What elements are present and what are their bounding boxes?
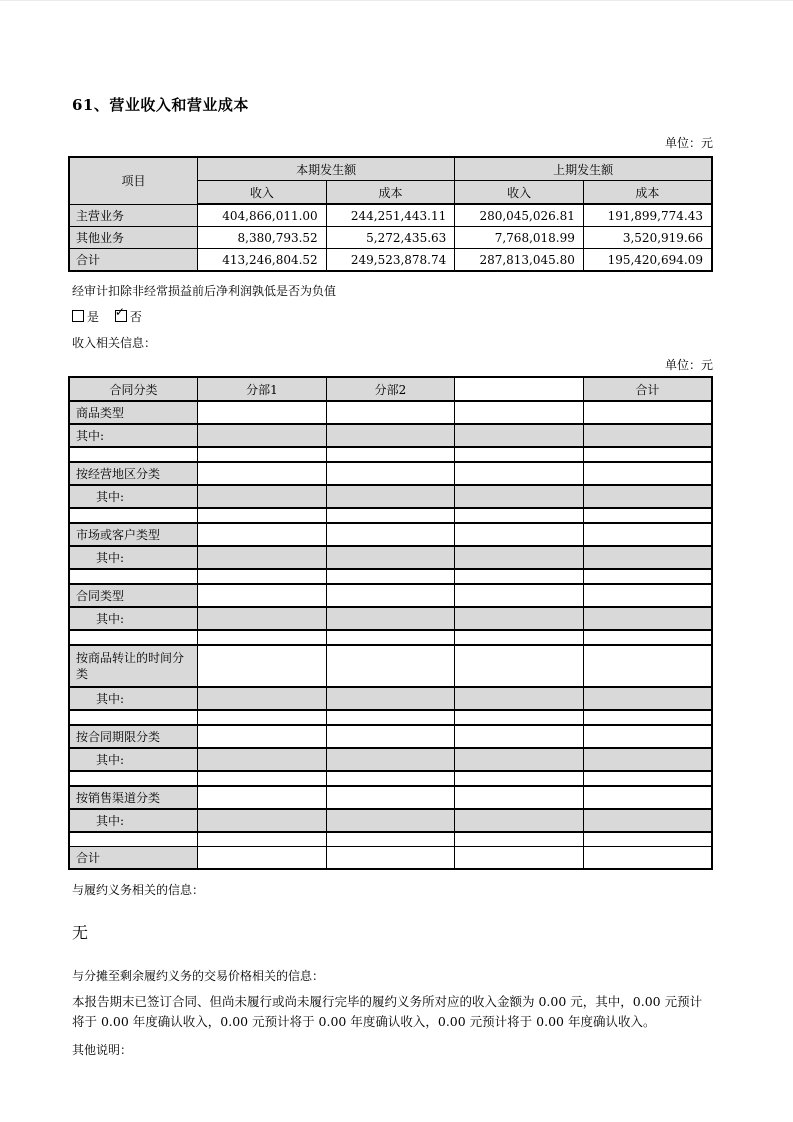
table-row — [69, 847, 712, 870]
revenue-breakdown-table — [68, 376, 713, 870]
no-checkbox-icon — [114, 305, 127, 322]
table2-data-cell — [583, 424, 712, 447]
table2-data-cell — [583, 523, 712, 546]
cell-value: 7,768,018.99 — [455, 227, 584, 249]
table-row — [69, 630, 712, 645]
table2-row-label: 其中: — [69, 748, 198, 771]
table2-row-label: 合同类型 — [69, 584, 198, 607]
cell-value: 8,380,793.52 — [198, 227, 327, 249]
table2-data-cell — [326, 748, 455, 771]
table-row — [69, 645, 712, 687]
table2-data-cell — [455, 847, 584, 870]
table-row — [69, 748, 712, 771]
table2-data-cell — [455, 523, 584, 546]
col-header-cost-current: 成本 — [326, 181, 455, 205]
table-row — [69, 523, 712, 546]
table2-blank-label-cell — [69, 710, 198, 725]
table2-data-cell — [583, 748, 712, 771]
table-row — [69, 569, 712, 584]
table2-data-cell — [198, 447, 327, 462]
table2-data-cell — [583, 401, 712, 424]
check-icon: ✓ — [114, 305, 125, 319]
table2-blank-label-cell — [69, 569, 198, 584]
col-header-current-period: 本期发生额 — [198, 157, 455, 181]
table2-data-cell — [198, 645, 327, 687]
table2-data-cell — [326, 569, 455, 584]
table2-data-cell — [455, 508, 584, 523]
table-row — [69, 584, 712, 607]
table2-data-cell — [583, 462, 712, 485]
col-header-revenue-prior: 收入 — [455, 181, 584, 205]
other-notes-label: 其他说明： — [72, 1043, 133, 1057]
table2-data-cell — [455, 607, 584, 630]
table2-data-cell — [198, 630, 327, 645]
table2-data-cell — [326, 523, 455, 546]
table2-data-cell — [326, 607, 455, 630]
table2-data-cell — [198, 485, 327, 508]
table2-data-cell — [326, 630, 455, 645]
table-row — [69, 809, 712, 832]
table2-data-cell — [326, 809, 455, 832]
table2-data-cell — [198, 832, 327, 847]
table2-data-cell — [583, 569, 712, 584]
table2-data-cell — [326, 645, 455, 687]
table2-data-cell — [198, 546, 327, 569]
table2-data-cell — [326, 710, 455, 725]
table2-data-cell — [455, 809, 584, 832]
table2-data-cell — [198, 462, 327, 485]
table2-data-cell — [326, 447, 455, 462]
col-header-revenue-current: 收入 — [198, 181, 327, 205]
table2-data-cell — [583, 645, 712, 687]
yes-label: 是 — [87, 310, 100, 324]
table2-data-cell — [198, 687, 327, 710]
table2-data-cell — [583, 584, 712, 607]
table2-data-cell — [198, 847, 327, 870]
table2-row-label: 按经营地区分类 — [69, 462, 198, 485]
table-row — [69, 227, 712, 249]
table2-data-cell — [583, 607, 712, 630]
table-row — [69, 832, 712, 847]
table2-row-label: 其中: — [69, 687, 198, 710]
table2-data-cell — [583, 630, 712, 645]
table2-col-header-empty — [455, 377, 584, 401]
table2-data-cell — [455, 748, 584, 771]
yes-no-checkline — [72, 305, 713, 325]
table2-data-cell — [455, 710, 584, 725]
unit-label-2: 单位：元 — [664, 358, 713, 372]
table2-data-cell — [198, 607, 327, 630]
table2-data-cell — [583, 447, 712, 462]
table2-row-label: 市场或客户类型 — [69, 523, 198, 546]
table2-data-cell — [455, 832, 584, 847]
table2-data-cell — [198, 569, 327, 584]
table2-data-cell — [326, 786, 455, 809]
table2-col-header: 分部2 — [326, 377, 455, 401]
table2-data-cell — [198, 401, 327, 424]
table-row — [69, 401, 712, 424]
table2-blank-label-cell — [69, 630, 198, 645]
row-label-main-business: 主营业务 — [69, 204, 198, 227]
table2-data-cell — [455, 447, 584, 462]
table2-data-cell — [455, 569, 584, 584]
table2-data-cell — [583, 725, 712, 748]
table2-data-cell — [583, 771, 712, 786]
table2-data-cell — [326, 584, 455, 607]
table2-data-cell — [455, 584, 584, 607]
table2-data-cell — [198, 584, 327, 607]
table2-data-cell — [326, 687, 455, 710]
table2-data-cell — [583, 508, 712, 523]
table2-data-cell — [198, 725, 327, 748]
table2-data-cell — [326, 401, 455, 424]
cell-value: 404,866,011.00 — [198, 204, 327, 227]
table2-row-label: 按合同期限分类 — [69, 725, 198, 748]
table-row — [69, 546, 712, 569]
table2-blank-label-cell — [69, 771, 198, 786]
cell-value: 3,520,919.66 — [583, 227, 712, 249]
table2-data-cell — [583, 485, 712, 508]
remaining-obligation-paragraph: 本报告期末已签订合同、但尚未履行或尚未履行完毕的履约义务所对应的收入金额为 0.00 元，其中，0.00 元预计将于 0.00 年度确认收入，0.00 元预计将于 0.00 年度确认收入，0.00 元预计将于 0.00 年度确认收入。 — [72, 994, 703, 1029]
page-content — [68, 1, 713, 1058]
table2-data-cell — [326, 771, 455, 786]
table-row — [69, 786, 712, 809]
table2-row-label: 其中: — [69, 546, 198, 569]
table2-data-cell — [326, 847, 455, 870]
table2-data-cell — [583, 809, 712, 832]
table2-data-cell — [326, 832, 455, 847]
table2-data-cell — [583, 710, 712, 725]
table2-col-header: 分部1 — [198, 377, 327, 401]
revenue-info-label: 收入相关信息： — [72, 336, 157, 350]
table2-data-cell — [583, 786, 712, 809]
audit-question: 经审计扣除非经常损益前后净利润孰低是否为负值 — [72, 284, 337, 298]
table2-data-cell — [583, 546, 712, 569]
table2-row-label: 其中: — [69, 607, 198, 630]
table2-data-cell — [198, 771, 327, 786]
table2-data-cell — [198, 748, 327, 771]
row-label-other-business: 其他业务 — [69, 227, 198, 249]
table2-blank-label-cell — [69, 832, 198, 847]
table2-blank-label-cell — [69, 508, 198, 523]
table2-data-cell — [583, 832, 712, 847]
table2-data-cell — [455, 786, 584, 809]
table2-data-cell — [455, 771, 584, 786]
table2-data-cell — [583, 847, 712, 870]
cell-value: 191,899,774.43 — [583, 204, 712, 227]
table2-data-cell — [198, 786, 327, 809]
table2-data-cell — [326, 725, 455, 748]
row-label-total: 合计 — [69, 249, 198, 272]
performance-obligation-label: 与履约义务相关的信息： — [72, 883, 205, 897]
table2-data-cell — [455, 401, 584, 424]
table2-header-row — [69, 377, 712, 401]
cell-value: 249,523,878.74 — [326, 249, 455, 272]
table-row — [69, 485, 712, 508]
none-text: 无 — [72, 923, 89, 942]
table2-data-cell — [455, 687, 584, 710]
table2-row-label: 按商品转让的时间分类 — [69, 645, 198, 687]
remaining-obligation-label: 与分摊至剩余履约义务的交易价格相关的信息： — [72, 969, 325, 983]
table2-data-cell — [326, 546, 455, 569]
table2-data-cell — [455, 462, 584, 485]
table2-data-cell — [455, 424, 584, 447]
table2-row-label: 其中: — [69, 809, 198, 832]
yes-checkbox-icon — [72, 310, 84, 322]
table-row — [69, 771, 712, 786]
cell-value: 413,246,804.52 — [198, 249, 327, 272]
table1-header-row-1 — [69, 157, 712, 181]
col-header-prior-period: 上期发生额 — [455, 157, 712, 181]
table-row — [69, 710, 712, 725]
table-row — [69, 687, 712, 710]
cell-value: 5,272,435.63 — [326, 227, 455, 249]
table2-data-cell — [583, 687, 712, 710]
unit-label-1: 单位：元 — [664, 136, 713, 150]
table2-row-label: 其中: — [69, 485, 198, 508]
table2-data-cell — [326, 485, 455, 508]
table2-data-cell — [198, 424, 327, 447]
table2-data-cell — [198, 508, 327, 523]
table2-row-label: 合计 — [69, 847, 198, 870]
table2-blank-label-cell — [69, 447, 198, 462]
col-header-item: 项目 — [69, 157, 198, 204]
col-header-cost-prior: 成本 — [583, 181, 712, 205]
table2-data-cell — [455, 630, 584, 645]
table-row — [69, 508, 712, 523]
table-row — [69, 725, 712, 748]
cell-value: 244,251,443.11 — [326, 204, 455, 227]
table2-data-cell — [198, 523, 327, 546]
table2-data-cell — [455, 546, 584, 569]
table2-row-label: 按销售渠道分类 — [69, 786, 198, 809]
table-row — [69, 424, 712, 447]
table-row — [69, 447, 712, 462]
table-row — [69, 462, 712, 485]
revenue-cost-table — [68, 156, 713, 272]
table2-data-cell — [455, 725, 584, 748]
table2-col-header: 合计 — [583, 377, 712, 401]
cell-value: 287,813,045.80 — [455, 249, 584, 272]
cell-value: 280,045,026.81 — [455, 204, 584, 227]
section-title: 61、营业收入和营业成本 — [72, 96, 249, 114]
table2-col-header: 合同分类 — [69, 377, 198, 401]
table2-data-cell — [326, 508, 455, 523]
cell-value: 195,420,694.09 — [583, 249, 712, 272]
table-row — [69, 607, 712, 630]
table2-data-cell — [455, 485, 584, 508]
table2-row-label: 商品类型 — [69, 401, 198, 424]
table2-data-cell — [326, 424, 455, 447]
table2-data-cell — [198, 809, 327, 832]
no-label: 否 — [129, 310, 142, 324]
table2-data-cell — [455, 645, 584, 687]
table-row — [69, 204, 712, 227]
table-row — [69, 249, 712, 272]
table2-data-cell — [198, 710, 327, 725]
table2-row-label: 其中: — [69, 424, 198, 447]
table2-data-cell — [326, 462, 455, 485]
